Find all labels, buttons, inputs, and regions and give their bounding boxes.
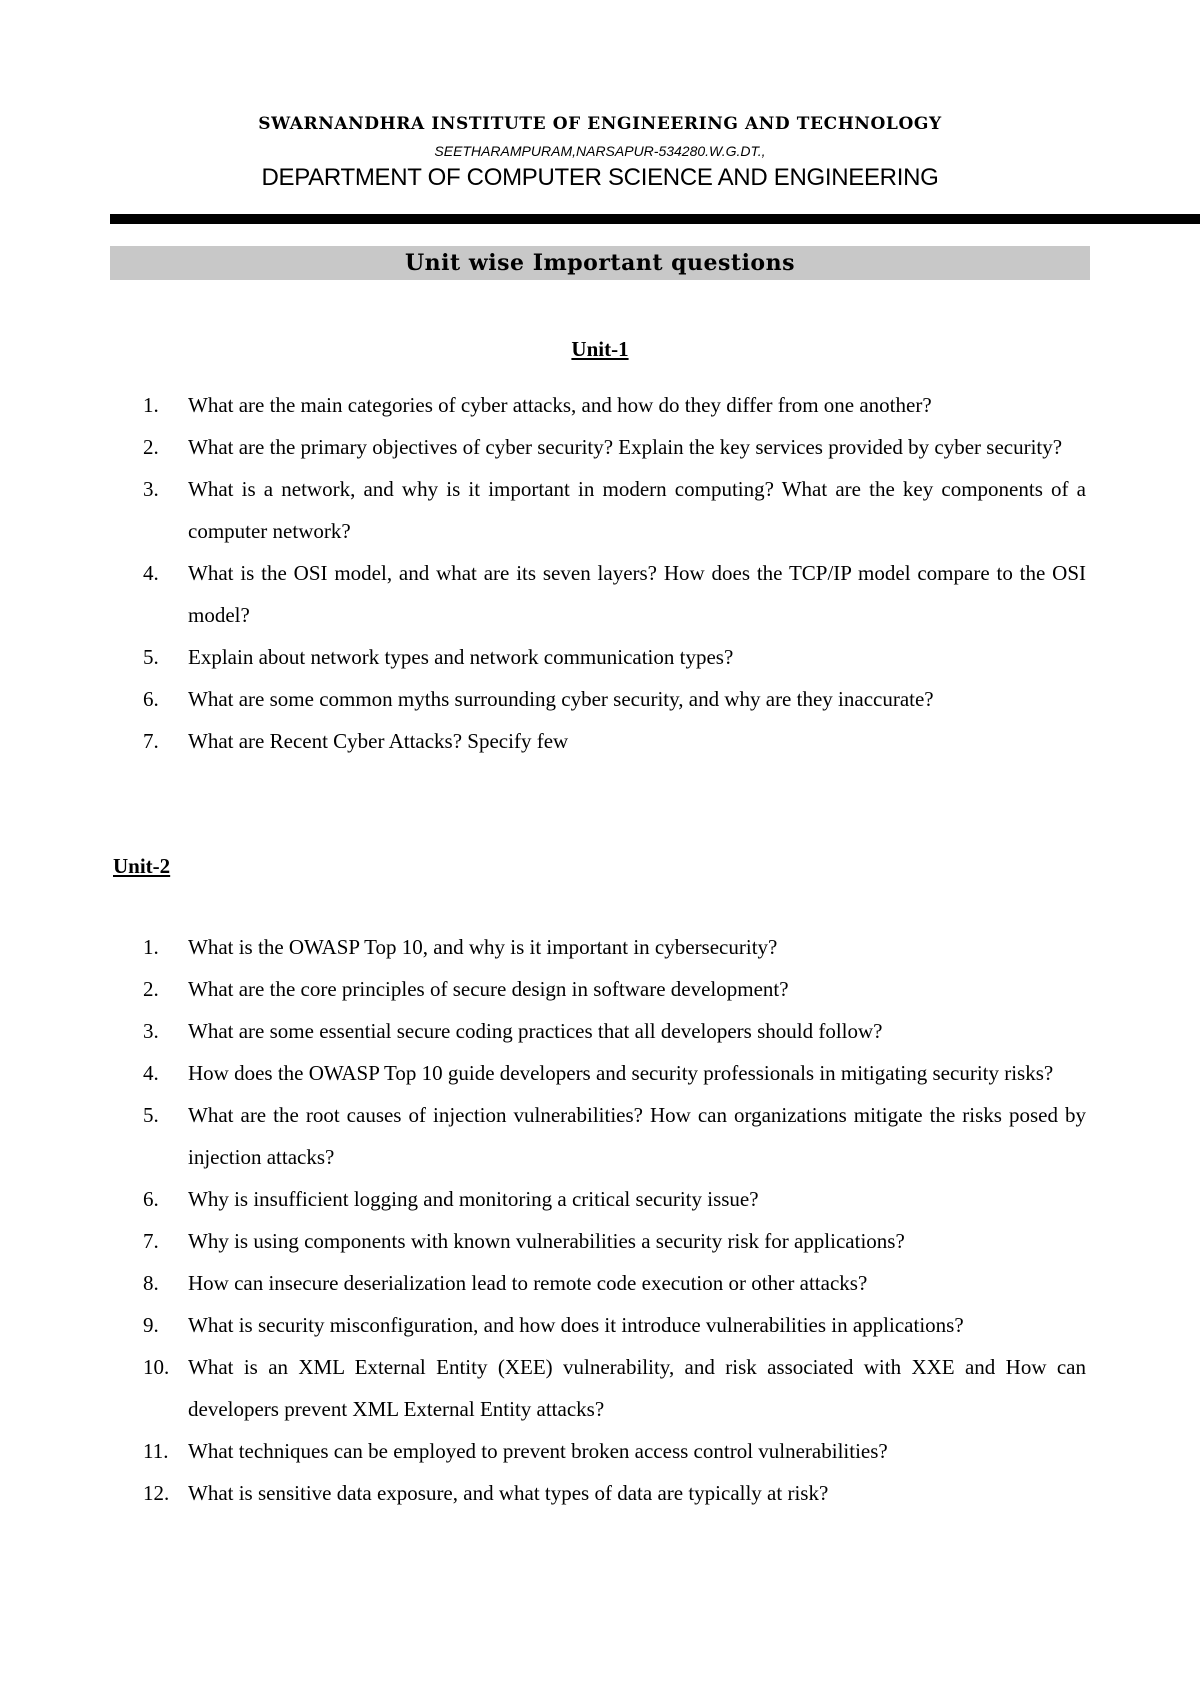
question-number: 11. <box>143 1439 169 1463</box>
question-number: 3. <box>143 477 159 501</box>
question-number: 6. <box>143 1187 159 1211</box>
unit-2-heading: Unit-2 <box>113 854 171 878</box>
institute-address: SEETHARAMPURAM,NARSAPUR-534280.W.G.DT., <box>434 143 766 159</box>
question-text: What are the primary objectives of cyber security? Explain the key services provided by cyber security? <box>188 435 1063 459</box>
question-text: What is the OSI model, and what are its seven layers? How does the TCP/IP model compare to the OSI model? <box>188 561 1086 627</box>
question-text: What are the core principles of secure design in software development? <box>188 977 789 1001</box>
question-text: What is an XML External Entity (XEE) vulnerability, and risk associated with XXE and How can developers prevent XML External Entity attacks? <box>188 1355 1086 1421</box>
question-number: 3. <box>143 1019 159 1043</box>
question-text: How can insecure deserialization lead to remote code execution or other attacks? <box>188 1271 868 1295</box>
question-item <box>143 1178 1086 1220</box>
question-number: 2. <box>143 977 159 1001</box>
question-item <box>143 468 1086 552</box>
question-text: Explain about network types and network communication types? <box>188 645 734 669</box>
question-text: What are Recent Cyber Attacks? Specify few <box>188 729 569 753</box>
header-divider <box>110 214 1200 224</box>
question-item <box>143 678 1086 720</box>
question-number: 4. <box>143 561 159 585</box>
question-item <box>143 926 1086 968</box>
question-text: How does the OWASP Top 10 guide developers and security professionals in mitigating security risks? <box>188 1061 1054 1085</box>
question-item <box>143 1430 1086 1472</box>
institute-name: SWARNANDHRA INSTITUTE OF ENGINEERING AND TECHNOLOGY <box>258 114 942 134</box>
unit-2-question-list <box>143 926 1086 1514</box>
question-number: 12. <box>143 1481 170 1505</box>
question-item <box>143 636 1086 678</box>
question-text: What is the OWASP Top 10, and why is it important in cybersecurity? <box>188 935 778 959</box>
question-text: Why is insufficient logging and monitoring a critical security issue? <box>188 1187 759 1211</box>
question-item <box>143 384 1086 426</box>
question-item <box>143 1472 1086 1514</box>
question-text: What is security misconfiguration, and how does it introduce vulnerabilities in applications? <box>188 1313 964 1337</box>
question-text: What are the main categories of cyber attacks, and how do they differ from one another? <box>188 393 932 417</box>
question-item <box>143 1262 1086 1304</box>
page-title-banner: Unit wise Important questions <box>110 246 1090 280</box>
question-number: 8. <box>143 1271 159 1295</box>
question-text: What is a network, and why is it important in modern computing? What are the key components of a computer network? <box>188 477 1086 543</box>
question-item <box>143 1010 1086 1052</box>
question-number: 4. <box>143 1061 159 1085</box>
question-item <box>143 968 1086 1010</box>
question-item <box>143 1052 1086 1094</box>
question-number: 7. <box>143 729 159 753</box>
question-item <box>143 1346 1086 1430</box>
question-text: Why is using components with known vulnerabilities a security risk for applications? <box>188 1229 905 1253</box>
question-item <box>143 720 1086 762</box>
question-item <box>143 552 1086 636</box>
question-number: 1. <box>143 935 159 959</box>
question-number: 10. <box>143 1355 170 1379</box>
question-text: What are some essential secure coding practices that all developers should follow? <box>188 1019 883 1043</box>
question-text: What are the root causes of injection vulnerabilities? How can organizations mitigate the risks posed by injection attacks? <box>188 1103 1086 1169</box>
question-item <box>143 1094 1086 1178</box>
question-text: What techniques can be employed to prevent broken access control vulnerabilities? <box>188 1439 888 1463</box>
question-number: 5. <box>143 1103 159 1127</box>
department-name: DEPARTMENT OF COMPUTER SCIENCE AND ENGINEERING <box>261 164 939 191</box>
question-number: 5. <box>143 645 159 669</box>
question-number: 9. <box>143 1313 159 1337</box>
question-number: 1. <box>143 393 159 417</box>
question-number: 7. <box>143 1229 159 1253</box>
question-item <box>143 426 1086 468</box>
unit-1-heading: Unit-1 <box>571 337 629 361</box>
question-item <box>143 1220 1086 1262</box>
question-text: What are some common myths surrounding cyber security, and why are they inaccurate? <box>188 687 934 711</box>
question-text: What is sensitive data exposure, and what types of data are typically at risk? <box>188 1481 829 1505</box>
question-number: 6. <box>143 687 159 711</box>
question-item <box>143 1304 1086 1346</box>
question-number: 2. <box>143 435 159 459</box>
unit-1-question-list <box>143 384 1086 762</box>
